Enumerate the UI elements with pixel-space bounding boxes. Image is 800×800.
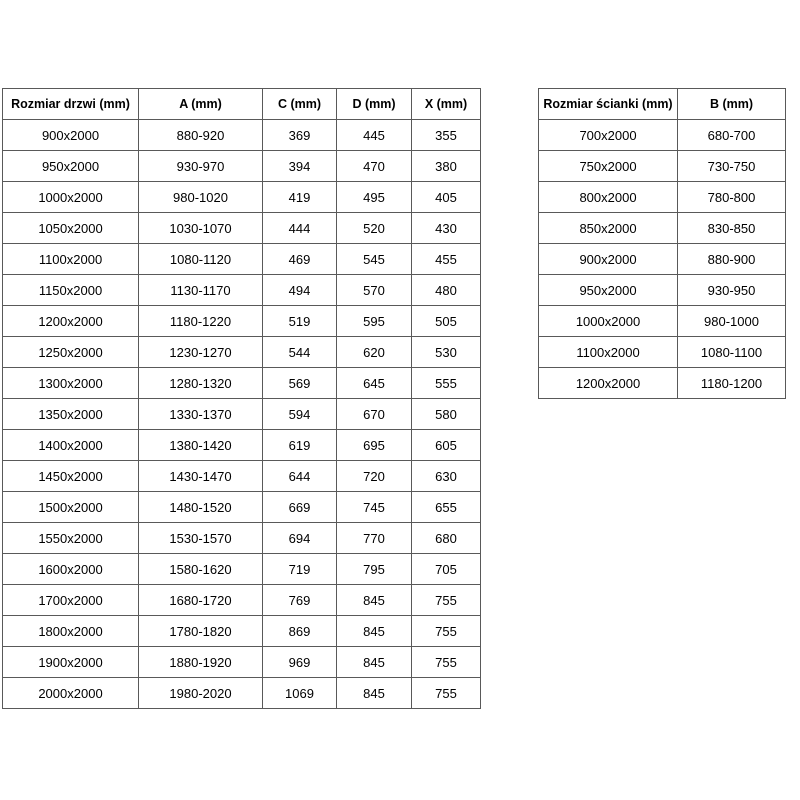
table-row xyxy=(539,182,786,213)
table-cell: 1680-1720 xyxy=(139,585,263,616)
table-row xyxy=(3,492,481,523)
table-cell: 644 xyxy=(263,461,337,492)
table-row xyxy=(539,120,786,151)
table-row xyxy=(3,182,481,213)
table-cell: 520 xyxy=(337,213,412,244)
table-row xyxy=(539,213,786,244)
table-cell: 845 xyxy=(337,647,412,678)
table-cell: 1000x2000 xyxy=(3,182,139,213)
table-row xyxy=(539,306,786,337)
table-row xyxy=(3,554,481,585)
column-header-door-size: Rozmiar drzwi (mm) xyxy=(3,89,139,120)
table-cell: 1600x2000 xyxy=(3,554,139,585)
table-cell: 544 xyxy=(263,337,337,368)
table-cell: 605 xyxy=(412,430,481,461)
table-cell: 730-750 xyxy=(678,151,786,182)
table-cell: 494 xyxy=(263,275,337,306)
table-cell: 869 xyxy=(263,616,337,647)
table-row xyxy=(3,678,481,709)
table-cell: 394 xyxy=(263,151,337,182)
table-row xyxy=(539,275,786,306)
table-row xyxy=(3,306,481,337)
table-row xyxy=(3,151,481,182)
table-cell: 1080-1100 xyxy=(678,337,786,368)
table-cell: 1780-1820 xyxy=(139,616,263,647)
column-header-wall-size: Rozmiar ścianki (mm) xyxy=(539,89,678,120)
table-cell: 669 xyxy=(263,492,337,523)
table-cell: 1330-1370 xyxy=(139,399,263,430)
column-header-x: X (mm) xyxy=(412,89,481,120)
table-cell: 1150x2000 xyxy=(3,275,139,306)
table-cell: 594 xyxy=(263,399,337,430)
table-cell: 444 xyxy=(263,213,337,244)
table-cell: 780-800 xyxy=(678,182,786,213)
column-header-d: D (mm) xyxy=(337,89,412,120)
table-cell: 380 xyxy=(412,151,481,182)
table-cell: 405 xyxy=(412,182,481,213)
table-cell: 830-850 xyxy=(678,213,786,244)
table-cell: 1000x2000 xyxy=(539,306,678,337)
table-cell: 555 xyxy=(412,368,481,399)
table-cell: 1380-1420 xyxy=(139,430,263,461)
table-cell: 980-1020 xyxy=(139,182,263,213)
table-cell: 645 xyxy=(337,368,412,399)
table-row xyxy=(3,399,481,430)
table-cell: 569 xyxy=(263,368,337,399)
table-cell: 950x2000 xyxy=(539,275,678,306)
table-cell: 419 xyxy=(263,182,337,213)
table-cell: 980-1000 xyxy=(678,306,786,337)
table-cell: 850x2000 xyxy=(539,213,678,244)
table-cell: 580 xyxy=(412,399,481,430)
table-cell: 619 xyxy=(263,430,337,461)
table-row xyxy=(3,213,481,244)
doors-size-table xyxy=(2,88,481,709)
table-cell: 1080-1120 xyxy=(139,244,263,275)
table-cell: 800x2000 xyxy=(539,182,678,213)
table-cell: 595 xyxy=(337,306,412,337)
table-cell: 1500x2000 xyxy=(3,492,139,523)
table-cell: 900x2000 xyxy=(3,120,139,151)
column-header-a: A (mm) xyxy=(139,89,263,120)
table-cell: 1980-2020 xyxy=(139,678,263,709)
table-row xyxy=(539,337,786,368)
table-cell: 1280-1320 xyxy=(139,368,263,399)
table-cell: 1400x2000 xyxy=(3,430,139,461)
table-cell: 900x2000 xyxy=(539,244,678,275)
column-header-b: B (mm) xyxy=(678,89,786,120)
table-cell: 695 xyxy=(337,430,412,461)
table-cell: 445 xyxy=(337,120,412,151)
table-cell: 705 xyxy=(412,554,481,585)
table-cell: 369 xyxy=(263,120,337,151)
table-cell: 1130-1170 xyxy=(139,275,263,306)
table-cell: 1880-1920 xyxy=(139,647,263,678)
table-row xyxy=(3,337,481,368)
table-cell: 1700x2000 xyxy=(3,585,139,616)
table-header-row xyxy=(539,89,786,120)
table-cell: 570 xyxy=(337,275,412,306)
table-cell: 769 xyxy=(263,585,337,616)
table-cell: 1350x2000 xyxy=(3,399,139,430)
table-row xyxy=(539,151,786,182)
table-cell: 969 xyxy=(263,647,337,678)
table-cell: 1050x2000 xyxy=(3,213,139,244)
table-cell: 755 xyxy=(412,616,481,647)
table-cell: 1100x2000 xyxy=(539,337,678,368)
table-cell: 505 xyxy=(412,306,481,337)
table-row xyxy=(3,430,481,461)
table-cell: 930-970 xyxy=(139,151,263,182)
table-cell: 1200x2000 xyxy=(539,368,678,399)
table-cell: 795 xyxy=(337,554,412,585)
table-cell: 1450x2000 xyxy=(3,461,139,492)
table-row xyxy=(3,585,481,616)
table-cell: 1100x2000 xyxy=(3,244,139,275)
table-cell: 519 xyxy=(263,306,337,337)
table-cell: 680 xyxy=(412,523,481,554)
table-cell: 680-700 xyxy=(678,120,786,151)
table-cell: 755 xyxy=(412,647,481,678)
table-cell: 470 xyxy=(337,151,412,182)
table-cell: 670 xyxy=(337,399,412,430)
table-cell: 950x2000 xyxy=(3,151,139,182)
table-cell: 495 xyxy=(337,182,412,213)
table-cell: 355 xyxy=(412,120,481,151)
walls-size-table xyxy=(538,88,786,399)
table-cell: 2000x2000 xyxy=(3,678,139,709)
table-cell: 1069 xyxy=(263,678,337,709)
table-row xyxy=(3,523,481,554)
table-cell: 930-950 xyxy=(678,275,786,306)
table-cell: 770 xyxy=(337,523,412,554)
table-cell: 880-920 xyxy=(139,120,263,151)
table-row xyxy=(3,120,481,151)
table-cell: 469 xyxy=(263,244,337,275)
table-cell: 880-900 xyxy=(678,244,786,275)
table-row xyxy=(3,368,481,399)
table-cell: 1530-1570 xyxy=(139,523,263,554)
table-cell: 1800x2000 xyxy=(3,616,139,647)
table-cell: 630 xyxy=(412,461,481,492)
table-cell: 755 xyxy=(412,585,481,616)
table-row xyxy=(3,461,481,492)
table-cell: 845 xyxy=(337,585,412,616)
table-cell: 1180-1220 xyxy=(139,306,263,337)
table-cell: 430 xyxy=(412,213,481,244)
table-cell: 530 xyxy=(412,337,481,368)
table-header-row xyxy=(3,89,481,120)
table-cell: 1550x2000 xyxy=(3,523,139,554)
table-row xyxy=(539,244,786,275)
table-cell: 750x2000 xyxy=(539,151,678,182)
table-cell: 455 xyxy=(412,244,481,275)
table-cell: 620 xyxy=(337,337,412,368)
table-cell: 1580-1620 xyxy=(139,554,263,585)
table-cell: 480 xyxy=(412,275,481,306)
table-cell: 845 xyxy=(337,616,412,647)
table-row xyxy=(3,647,481,678)
table-cell: 745 xyxy=(337,492,412,523)
table-cell: 1030-1070 xyxy=(139,213,263,244)
table-cell: 1200x2000 xyxy=(3,306,139,337)
table-cell: 1230-1270 xyxy=(139,337,263,368)
table-cell: 1250x2000 xyxy=(3,337,139,368)
table-row xyxy=(3,616,481,647)
table-row xyxy=(3,275,481,306)
table-cell: 694 xyxy=(263,523,337,554)
table-cell: 1480-1520 xyxy=(139,492,263,523)
table-cell: 1180-1200 xyxy=(678,368,786,399)
table-cell: 845 xyxy=(337,678,412,709)
table-cell: 545 xyxy=(337,244,412,275)
table-cell: 1900x2000 xyxy=(3,647,139,678)
table-cell: 755 xyxy=(412,678,481,709)
table-cell: 655 xyxy=(412,492,481,523)
table-cell: 1300x2000 xyxy=(3,368,139,399)
column-header-c: C (mm) xyxy=(263,89,337,120)
table-cell: 1430-1470 xyxy=(139,461,263,492)
table-cell: 700x2000 xyxy=(539,120,678,151)
table-cell: 719 xyxy=(263,554,337,585)
table-row xyxy=(539,368,786,399)
table-row xyxy=(3,244,481,275)
table-cell: 720 xyxy=(337,461,412,492)
